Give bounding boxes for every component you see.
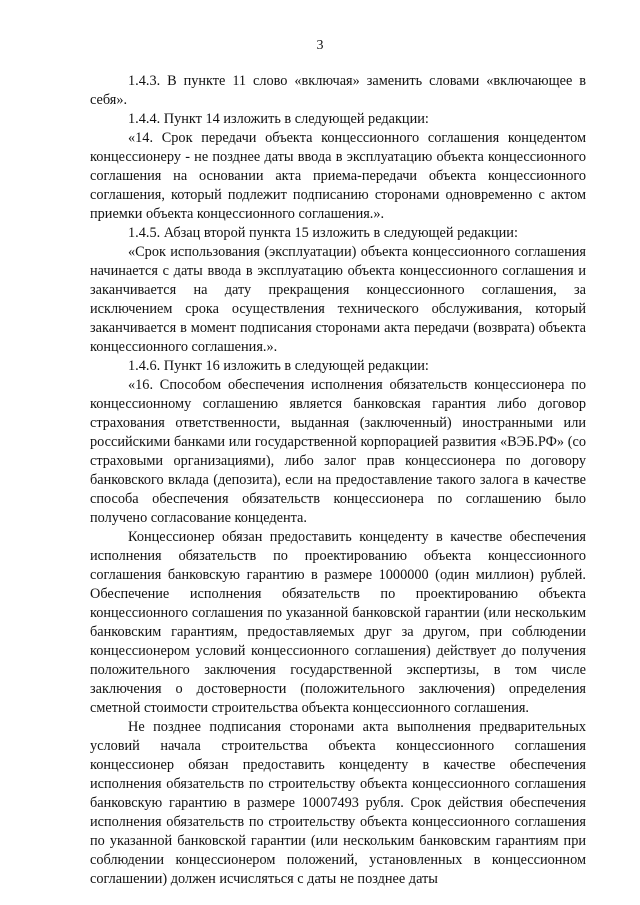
paragraph-item-15-text: «Срок использования (эксплуатации) объекта концессионного соглашения начинается с даты ввода в эксплуатацию объекта концессионного соглашения и заканчивается на дату прекращения концессионного соглашения, за исключением срока осуществления технического обслуживания, который заканчивается в момент подписания сторонами акта передачи (возврата) объекта концессионного соглашения.». xyxy=(90,244,586,355)
page-number: 3 xyxy=(316,38,324,53)
paragraph-item-16-text: «16. Способом обеспечения исполнения обязательств концессионера по концессионному соглашению является банковская гарантия либо договор страхования ответственности, выданная (заключенный) иностранными или российскими банками или государственной корпорацией развития «ВЭБ.РФ» (со страховыми организациями), либо залог прав концессионера по договору банковского вклада (депозита), если на предоставление такого залога в качестве способа обеспечения обязательств концессионера по соглашению было получено согласование концедента. xyxy=(90,377,586,526)
paragraph-1-4-5: 1.4.5. Абзац второй пункта 15 изложить в следующей редакции: xyxy=(128,225,518,241)
paragraph-design-guarantee: Концессионер обязан предоставить концеденту в качестве обеспечения исполнения обязательств по проектированию объекта концессионного соглашения банковскую гарантию в размере 1000000 (один миллион) рублей. Обеспечение исполнения обязательств по проектированию объекта концессионного соглашения по указанной банковской гарантии (или нескольким банковским гарантиям, предоставляемых друг за другом, при соблюдении концессионером условий концессионного соглашения) действует до получения положительного заключения государственной экспертизы, в том числе заключения о достоверности (положительного заключения) определения сметной стоимости строительства объекта концессионного соглашения. xyxy=(90,529,586,716)
paragraph-1-4-3: 1.4.3. В пункте 11 слово «включая» заменить словами «включающее в себя». xyxy=(90,73,586,108)
paragraph-construction-guarantee: Не позднее подписания сторонами акта выполнения предварительных условий начала строительства объекта концессионного соглашения концессионер обязан предоставить концеденту в качестве обеспечения исполнения обязательств по строительству объекта концессионного соглашения банковскую гарантию в размере 10007493 рубля. Срок действия обеспечения исполнения обязательств по строительству объекта концессионного соглашения по указанной банковской гарантии (или нескольким банковским гарантиям при соблюдении концессионером положений, установленных в концессионном соглашении) должен исчисляться с даты не позднее даты xyxy=(90,719,586,887)
paragraph-1-4-6: 1.4.6. Пункт 16 изложить в следующей редакции: xyxy=(128,358,429,374)
paragraph-item-14-text: «14. Срок передачи объекта концессионного соглашения концедентом концессионеру - не позднее даты ввода в эксплуатацию объекта концессионного соглашения на основании акта приема-передачи объекта концессионного соглашения, который подлежит подписанию сторонами одновременно с актом приемки объекта концессионного соглашения.». xyxy=(90,130,586,222)
document-body xyxy=(90,72,586,889)
paragraph-1-4-4: 1.4.4. Пункт 14 изложить в следующей редакции: xyxy=(128,111,429,127)
